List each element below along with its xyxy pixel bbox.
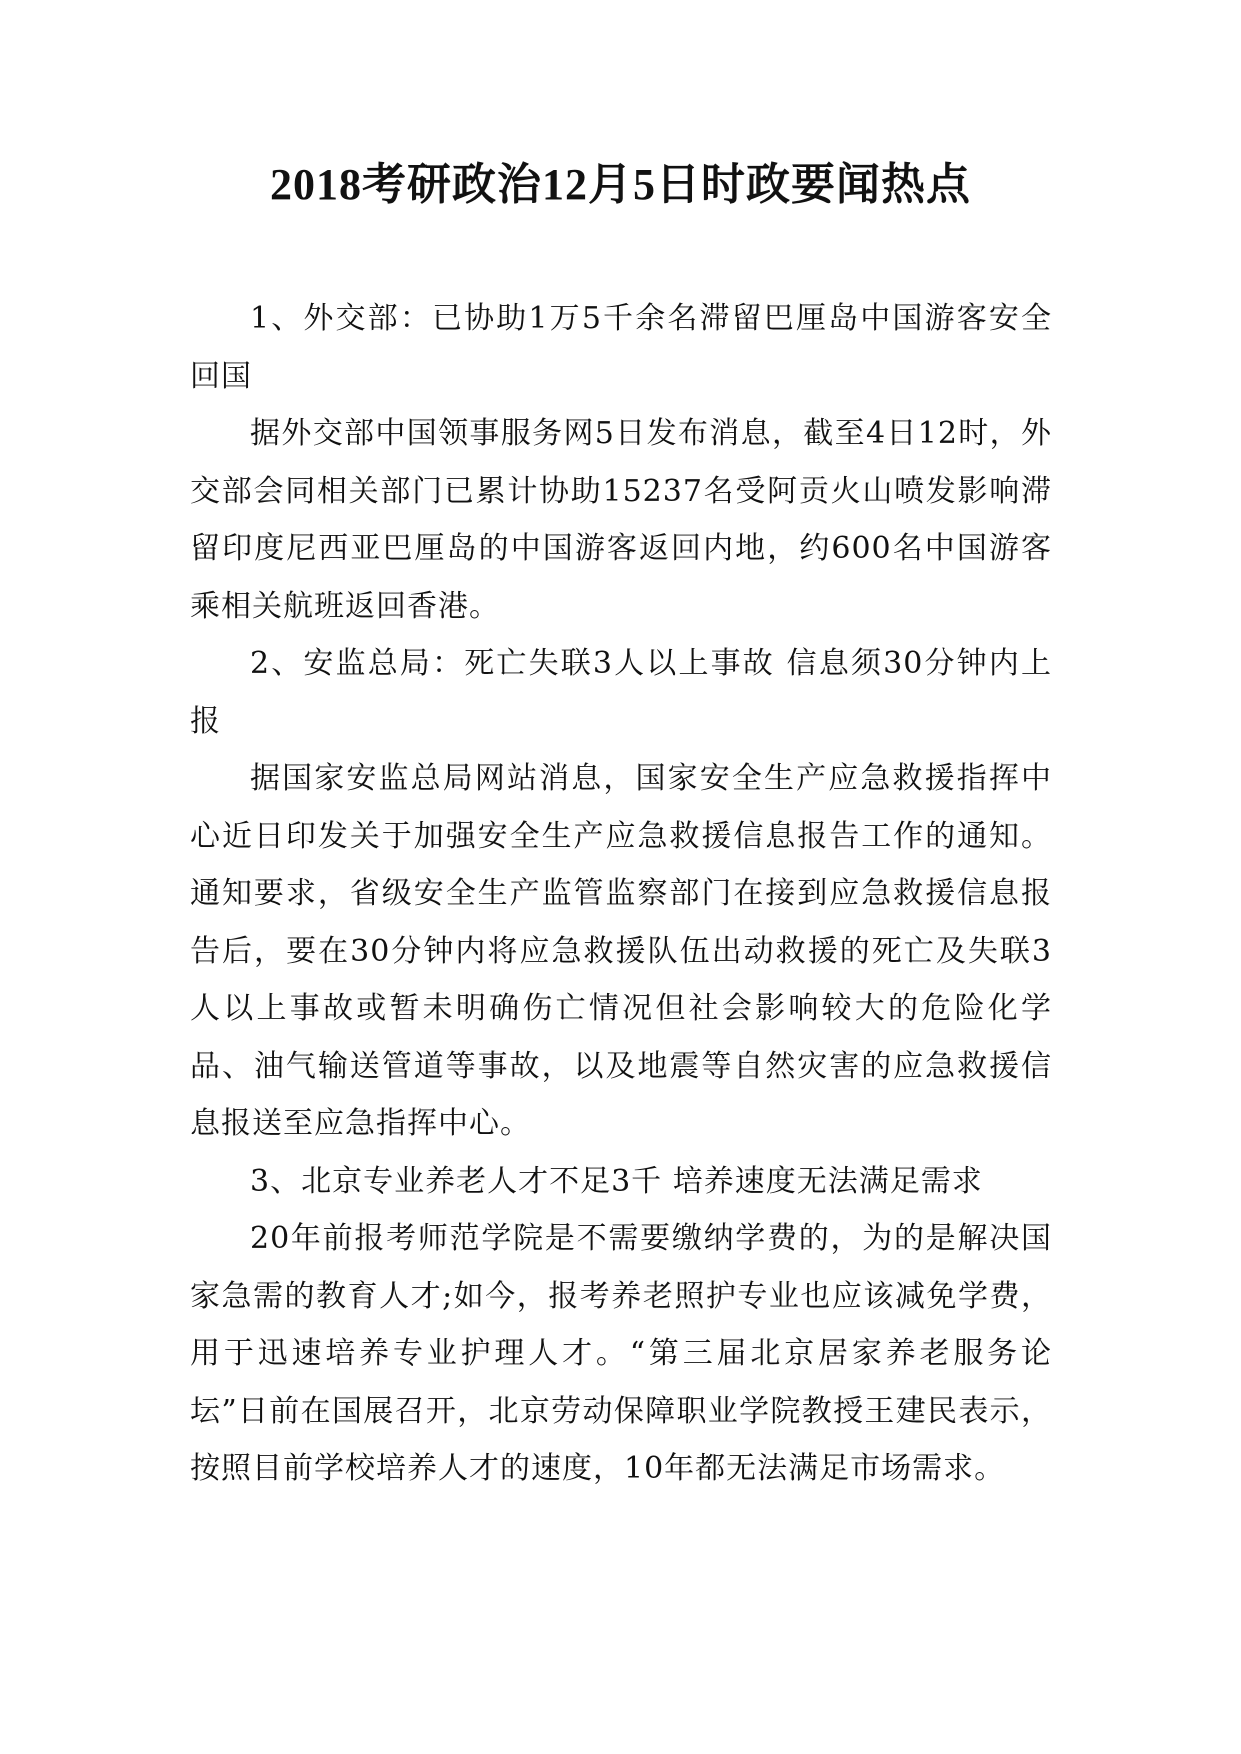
news-heading-3: 3、北京专业养老人才不足3千 培养速度无法满足需求 bbox=[250, 1163, 983, 1199]
news-body-3: 20年前报考师范学院是不需要缴纳学费的，为的是解决国家急需的教育人才;如今，报考养老照护专业也应该减免学费，用于迅速培养专业护理人才。“第三届北京居家养老服务论坛”日前在国展召开，北京劳动保障职业学院教授王建民表示，按照目前学校培养人才的速度，10年都无法满足市场需求。 bbox=[190, 1221, 1052, 1486]
document-title: 2018考研政治12月5日时政要闻热点 bbox=[270, 160, 971, 209]
news-heading-2: 2、安监总局：死亡失联3人以上事故 信息须30分钟内上报 bbox=[190, 646, 1052, 739]
news-heading-1: 1、外交部：已协助1万5千余名滞留巴厘岛中国游客安全回国 bbox=[190, 301, 1052, 394]
document-body bbox=[190, 290, 1052, 1498]
news-body-1: 据外交部中国领事服务网5日发布消息，截至4日12时，外交部会同相关部门已累计协助15237名受阿贡火山喷发影响滞留印度尼西亚巴厘岛的中国游客返回内地，约600名中国游客乘相关航班返回香港。 bbox=[190, 416, 1052, 624]
news-body-2: 据国家安监总局网站消息，国家安全生产应急救援指挥中心近日印发关于加强安全生产应急救援信息报告工作的通知。通知要求，省级安全生产监管监察部门在接到应急救援信息报告后，要在30分钟内将应急救援队伍出动救援的死亡及失联3人以上事故或暂未明确伤亡情况但社会影响较大的危险化学品、油气输送管道等事故，以及地震等自然灾害的应急救援信息报送至应急指挥中心。 bbox=[190, 761, 1052, 1141]
